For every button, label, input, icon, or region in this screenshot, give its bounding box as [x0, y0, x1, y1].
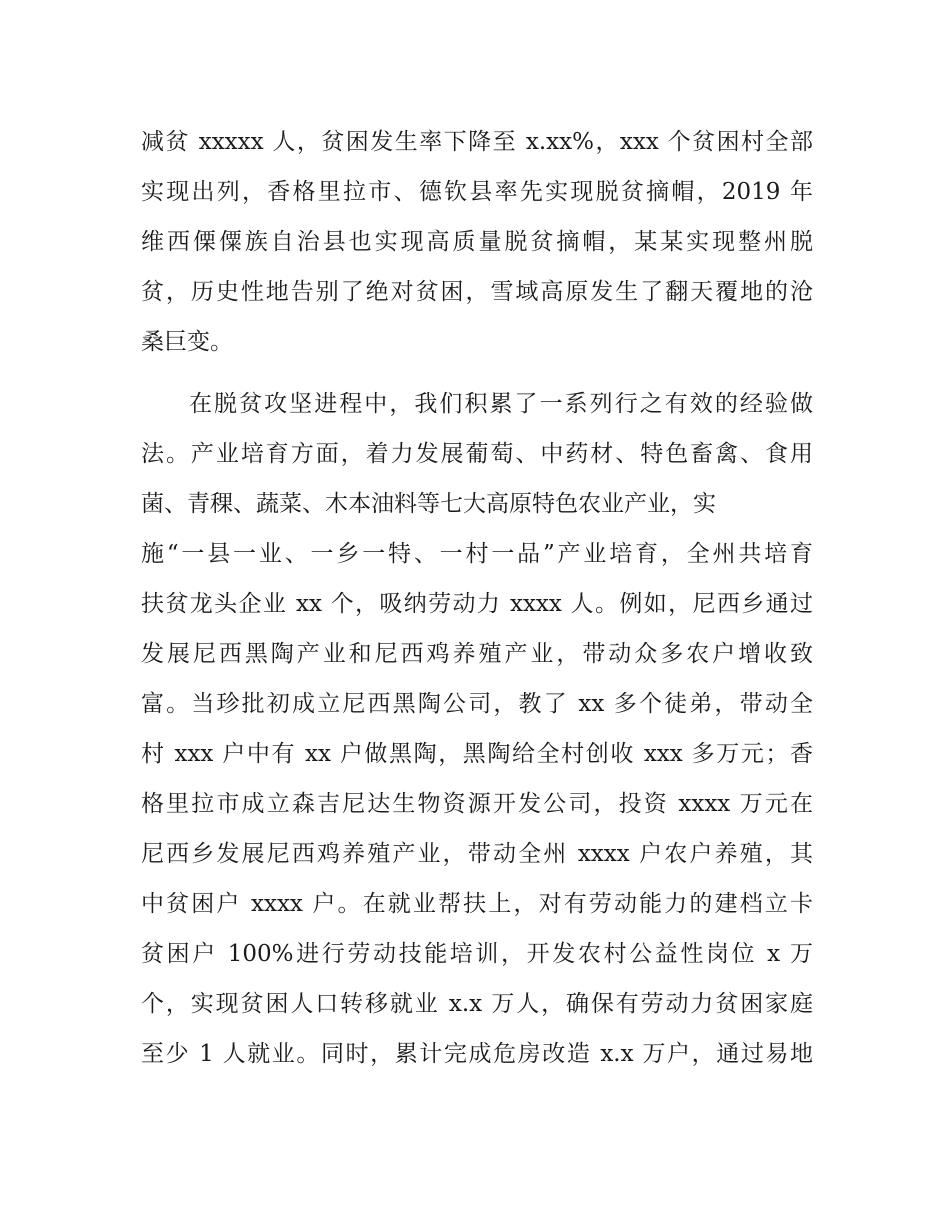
paragraph-2-line-4: 施“一县一业、一乡一特、一村一品”产业培育，全州共培育 [141, 541, 813, 567]
paragraph-2-line-9: 格里拉市成立森吉尼达生物资源开发公司，投资 xxxx 万元在 [141, 791, 813, 817]
paragraph-1-line-2: 实现出列，香格里拉市、德钦县率先实现脱贫摘帽，2019 年 [141, 179, 813, 205]
paragraph-1-line-1: 减贫 xxxxx 人，贫困发生率下降至 x.xx%，xxx 个贫困村全部 [141, 129, 813, 155]
paragraph-2-line-14: 至少 1 人就业。同时，累计完成危房改造 x.x 万户，通过易地 [141, 1041, 813, 1067]
paragraph-2-line-11: 中贫困户 xxxx 户。在就业帮扶上，对有劳动能力的建档立卡 [141, 891, 813, 917]
paragraph-2-line-1: 在脱贫攻坚进程中，我们积累了一系列行之有效的经验做 [189, 391, 813, 417]
paragraph-2-line-7: 富。当珍批初成立尼西黑陶公司，教了 xx 多个徒弟，带动全 [141, 691, 813, 717]
paragraph-1-line-4: 贫，历史性地告别了绝对贫困，雪域高原发生了翻天覆地的沧 [141, 279, 813, 305]
paragraph-2-line-10: 尼西乡发展尼西鸡养殖产业，带动全州 xxxx 户农户养殖，其 [141, 841, 813, 867]
paragraph-2-line-3: 菌、青稞、蔬菜、木本油料等七大高原特色农业产业，实 [141, 491, 716, 517]
paragraph-2-line-2: 法。产业培育方面，着力发展葡萄、中药材、特色畜禽、食用 [141, 441, 813, 467]
paragraph-2-line-8: 村 xxx 户中有 xx 户做黑陶，黑陶给全村创收 xxx 多万元；香 [141, 741, 813, 767]
paragraph-2-line-6: 发展尼西黑陶产业和尼西鸡养殖产业，带动众多农户增收致 [141, 641, 813, 667]
paragraph-2-line-12: 贫困户 100%进行劳动技能培训，开发农村公益性岗位 x 万 [141, 941, 813, 967]
paragraph-2-line-13: 个，实现贫困人口转移就业 x.x 万人，确保有劳动力贫困家庭 [141, 991, 813, 1017]
paragraph-2-line-5: 扶贫龙头企业 xx 个，吸纳劳动力 xxxx 人。例如，尼西乡通过 [141, 591, 813, 617]
paragraph-1-line-3: 维西傈僳族自治县也实现高质量脱贫摘帽，某某实现整州脱 [141, 229, 813, 255]
paragraph-1-line-5: 桑巨变。 [141, 329, 233, 355]
